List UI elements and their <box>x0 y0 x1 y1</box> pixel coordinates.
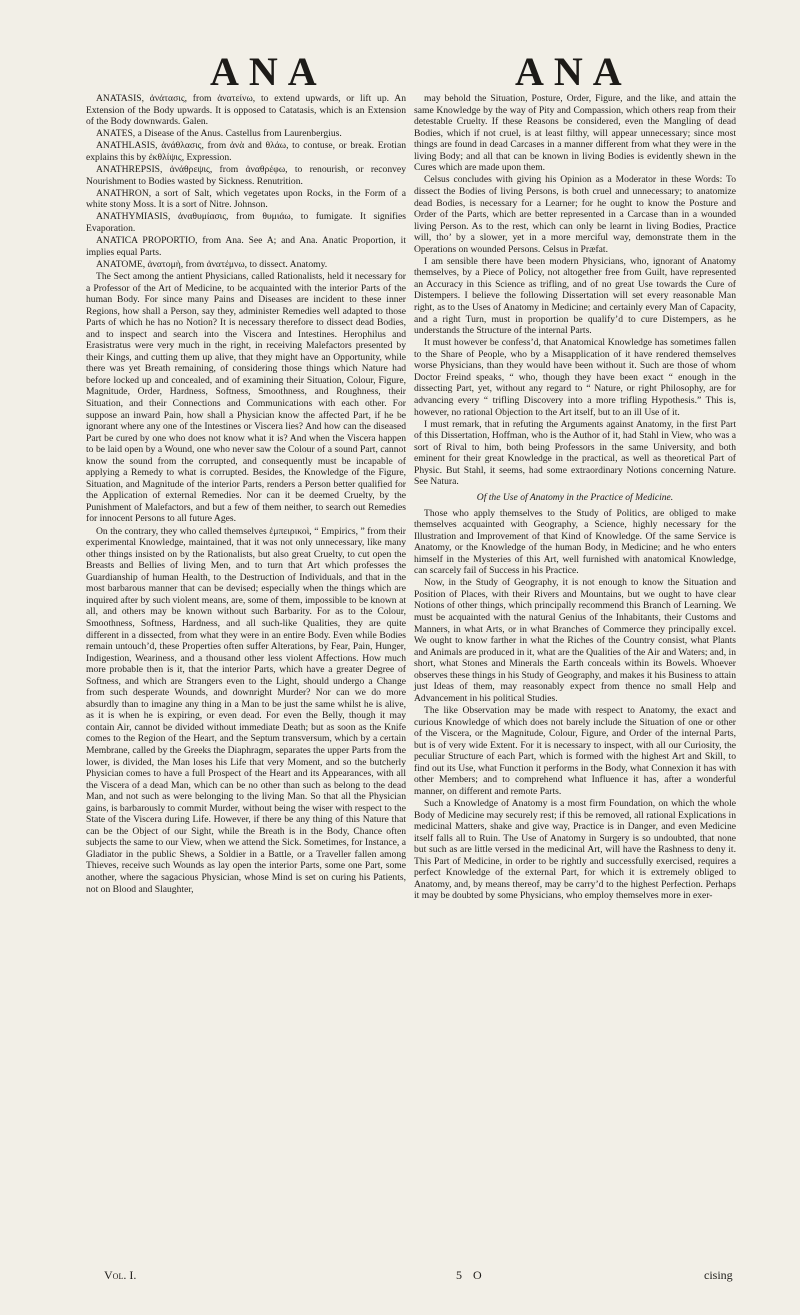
entry-anatome: ANATOME, ἀνατομὴ, from ἀνατέμνω, to dissect. Anatomy. <box>96 258 328 270</box>
paragraph: may behold the Situation, Posture, Order, Figure, and the like, and attain the same Knowledge by the way of Pity and Compassion, which others reap from their detestable Cruelty. If these Reasons be considered, even the Mangling of dead Bodies, which if not cruel, is at least filthy, will appear unnecessary; since most things are found in dead Carcases in a manner different from what they were in the living Body; and all that can be known in living Bodies is evidently shewn in the Cures which are made upon them. <box>414 93 736 174</box>
paragraph: The like Observation may be made with respect to Anatomy, the exact and curious Knowledge of which does not barely include the Situation of one or other of the Viscera, or the Magnitude, Colour, Figure, and Order of the internal Parts, but is of very wide Extent. For it is necessary to inspect, with all our Curiosity, the peculiar Structure of each Part, which is formed with the highest Art and Skill, to find out its Use, what Function it performs in the Body, what Connexion it has with other Members; and to comprehend what Influence it has, after a wonderful manner, on different and remote Parts. <box>414 705 736 797</box>
paragraph: It must however be confess’d, that Anatomical Knowledge has sometimes fallen to the Share of People, who by a Misapplication of it have rendered themselves worse Physicians, than they would have been without it. Such are those of whom Doctor Freind speaks, “ who, though they have been exact “ enough in the dissecting Part, yet, without any regard to “ Nature, or right Philosophy, are for advancing every “ trifling Discovery into a more trifling Hypothesis.” This is, however, no rational Objection to the Art itself, but to an ill Use of it. <box>414 337 736 418</box>
volume-label: Vol. I. <box>104 1268 137 1282</box>
running-head-right: ANA <box>515 49 632 94</box>
entry-anathrepsis: ANATHREPSIS, ἀνάθρεψις, from ἀναθρέφω, to renourish, or reconvey Nourishment to Bodies wasted by Sickness. Renutrition. <box>86 164 406 187</box>
paragraph: I am sensible there have been modern Physicians, who, ignorant of Anatomy themselves, by a Piece of Policy, not altogether free from Guilt, have represented an Accuracy in this Science as trifling, and of no great Use towards the Cure of Distempers. I believe the following Dissertation will set every reasonable Man right, as to the Uses of Anatomy in Medicine; and certainly every Man of Capacity, and a right Turn, must in proportion be qualify’d to cure Distempers, as he understands the Structure of the internal Parts. <box>414 255 736 337</box>
entry-anathron: ANATHRON, a sort of Salt, which vegetates upon Rocks, in the Form of a white stony Moss. It is a sort of Nitre. Johnson. <box>86 187 406 211</box>
paragraph: On the contrary, they who called themselves ἐμπειρικοὶ, “ Empirics, ” from their experimental Knowledge, maintained, that it was not only unnecessary, like many other things insisted on by the Rationalists, but also great Cruelty, to cut open the Breasts and Bellies of living Men, and to turn that Art which professes the Guardianship of human Health, to the Destruction of Individuals, and that in the most barbarous manner that can be devised; especially when the things which are inquired after by such violent means, are, some of them, impossible to be known at all, and others may be known without such Barbarity. For as to the Colour, Smoothness, Softness, Hardness, and all such-like Qualities, they are quite different in a dissected, from what they were in an entire Body. Even while Bodies remain untouch’d, these Properties often suffer Alterations, by Fear, Pain, Hunger, Indigestion, Weariness, and a thousand other less violent Affections. How much more probable then is it, that the interior Parts, which have a greater Degree of Softness, and which are Strangers even to the Light, should undergo a Change from such desperate Wounds, and downright Murder? Nor can we do more absurdly than to imagine any thing in a Man to be just the same whilst he is alive, as it is when he is expiring, or even dead. For even the Belly, though it may contain Air, cannot be divided without immediate Death; but as soon as the Knife comes to the Region of the Heart, and the Septum transversum, which by a certain Membrane, called by the Greeks the Diaphragm, separates the upper Parts from the lower, is divided, the Man loses his Life that very Moment, and so the butcherly Physician comes to have a full Prospect of the Heart and its Appearances, with all the Viscera of a dead Man, which can be no other than such as belong to the dead Man, and not such as were belonging to the living Man. So that all the Physician gains, is barbarously to commit Murder, without being the wiser with respect to the State of the Viscera during Life. However, if there be any thing of this Nature that can be the Object of our Sight, while the Breath is in the Body, Chance often subjects the same to our View, when we attend the Sick. Sometimes, for Instance, a Gladiator in the public Shews, a Soldier in a Battle, or a Traveller fallen among Thieves, receive such Wounds as lay open the interior Parts, some one Part, some another, where the sagacious Physician, whose Mind is set on curing his Patients, not on Blood and Slaughter, <box>86 525 406 895</box>
paragraph: Those who apply themselves to the Study of Politics, are obliged to make themselves acquainted with Geography, a Science, highly necessary for the Illustration and Improvement of that Kind of Knowledge. Of the same Service is Anatomy, or the Knowledge of the human Body, in Medicine; and he who enters himself in the Mysteries of this Art, well furnished with anatomical Knowledge, can scarcely fail of Success in his Practice. <box>414 507 736 577</box>
running-head-left: ANA <box>210 49 327 94</box>
catchword: cising <box>704 1268 733 1282</box>
entry-anates: ANATES, a Disease of the Anus. Castellus from Laurenbergius. <box>96 128 342 140</box>
section-heading: Of the Use of Anatomy in the Practice of Medicine. <box>476 491 674 503</box>
paragraph: Celsus concludes with giving his Opinion as a Moderator in these Words: To dissect the Bodies of living Persons, is both cruel and unnecessary; to anatomize dead Bodies, is necessary for a Learner; for he ought to know the Posture and Order of the Parts, which are better represented in a Carcase than in a wounded living Person. As to the rest, which can only be learnt in living Bodies, Practice will, tho’ by a slower, yet in a more merciful way, demonstrate them in the Operations on wounded Persons. Celsus in Præfat. <box>414 174 736 255</box>
entry-anatasis: ANATASIS, ἀνάτασις, from ἀνατείνω, to extend upwards, or lift up. An Extension of the Body upwards. It is opposed to Catatasis, which is an Extension of the Body downwards. Galen. <box>86 93 406 128</box>
paragraph: Such a Knowledge of Anatomy is a most firm Foundation, on which the whole Body of Medicine may securely rest; if this be removed, all rational Explications in medicinal Matters, shake and give way, Practice is in Danger, and even Medicine itself falls all to Ruin. The Use of Anatomy in Surgery is so undoubted, that none but such as are little versed in the medicinal Art, will have the Rashness to deny it. This Part of Medicine, in order to be rightly and successfully exercised, requires a perfect Knowledge of the external Part, for which it is extremely obliged to Anatomy, and, by means thereof, may be carry’d to the highest Perfection. Perhaps it may be doubted by some Physicians, who employ themselves more in exer- <box>414 797 736 902</box>
entry-anathymiasis: ANATHYMIASIS, ἀναθυμίασις, from θυμιάω, to fumigate. It signifies Evaporation. <box>86 211 406 234</box>
paragraph: I must remark, that in refuting the Arguments against Anatomy, in the first Part of this Dissertation, Hoffman, who is the Author of it, had Stahl in View, who was a sort of Rival to him, both being Professors in the same University, and both eminent for their great Knowledge in the practical, as well as theoretical Part of Physic. But Stahl, it seems, had some extraordinary Notions concerning Nature. See Natura. <box>414 418 736 488</box>
signature-mark: 5 O <box>456 1268 486 1282</box>
right-column <box>414 93 736 902</box>
entry-anatica-proportio: ANATICA PROPORTIO, from Ana. See A; and Ana. Anatic Proportion, it implies equal Parts. <box>86 235 406 258</box>
entry-anathlasis: ANATHLASIS, ἀνάθλασις, from ἀνὰ and θλάω, to contuse, or break. Erotian explains this by ἐκθλίψις, Expression. <box>86 140 406 163</box>
left-column <box>86 93 406 896</box>
paragraph: The Sect among the antient Physicians, called Rationalists, held it necessary for a Professor of the Art of Medicine, to be acquainted with the interior Parts of the human Body. For since many Pains and Diseases are incident to these inner Regions, how shall a Person, say they, administer Remedies well adapted to those Parts of which he has no Notion? It is necessary therefore to dissect dead Bodies, and to inspect and search into the Viscera and Intestines. Herophilus and Erasistratus were very much in the right, in receiving Malefactors presented by their Kings, and cutting them up alive, that they might have an Opportunity, while there was yet Breath remaining, of considering those things which Nature had before locked up and concealed, and of examining their Situation, Colour, Figure, Magnitude, Order, Hardness, Softness, Smoothness, and Roughness, their Situation, and their Connections and Communications with each other. For suppose an inward Pain, how shall a Physician know the affected Part, if he be ignorant where any one of the Intestines or Viscera lies? And how can the diseased Part be cured by one who does not know what it is? And when the Viscera happen to be laid open by a Wound, one who never saw the Colour of a sound Part, cannot know the sound from the corrupted, and consequently must be incapable of applying a Remedy to what is corrupted. Besides, the Knowledge of the Figure, Situation, and Magnitude of the interior Parts, renders a Person better qualified for the Application of external Remedies. Nor can it be deemed Cruelty, by the Punishment of Malefactors, and but a few of them neither, to search out Remedies for innocent Persons to all future Ages. <box>86 270 406 525</box>
paragraph: Now, in the Study of Geography, it is not enough to know the Situation and Position of Places, with their Rivers and Mountains, but we ought to have clear Notions of other things, which principally recommend this Branch of Learning. We must be acquainted with the natural Genius of the Inhabitants, their Customs and Manners, in what Arts, or in what Branches of Commerce they principally excel. We ought to know farther in what the Riches of the Country consist, what Plants and Animals are produced in it, what are the Qualities of the Air and Waters; and, in short, what Stones and Minerals the Earth conceals within its Bowels. Whoever observes these things in his Study of Geography, and makes it his Business to attain just Ideas of them, may reasonably expect from thence no small Help and Advancement in his political Studies. <box>414 577 736 704</box>
